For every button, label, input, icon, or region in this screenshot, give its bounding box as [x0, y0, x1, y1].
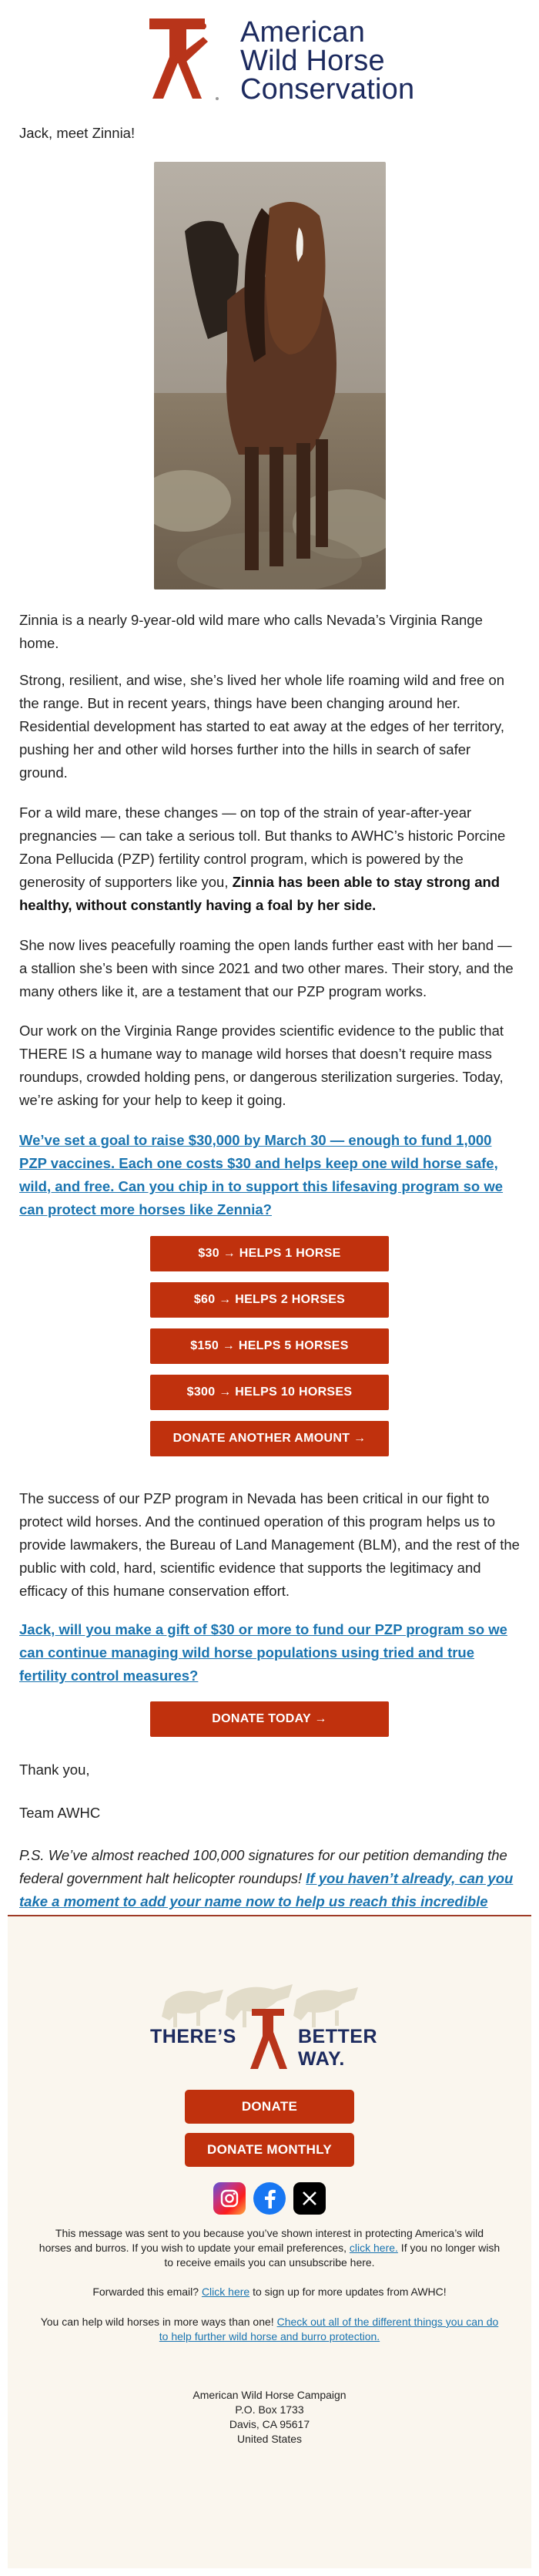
help-notice-text: You can help wild horses in more ways than one! — [40, 2316, 277, 2328]
paragraph-success: The success of our PZP program in Nevada has been critical in our fight to protect wild horses. And the continued operation of this program helps us to provide lawmakers, the Bureau of Land Management (BLM), and the rest of the public with cold, hard, scientific evidence that supports the legitimacy and efficacy of this humane conservation effort. — [19, 1490, 520, 1599]
email-footer — [8, 1916, 531, 2568]
awhc-logo-mark-icon[interactable] — [137, 18, 228, 103]
social-links — [213, 2182, 329, 2215]
preferences-notice-text: This message was sent to you because you’ve shown interest in protecting America’s wild horses and burros. If you wish to update your email preferences, — [38, 2227, 484, 2254]
x-icon[interactable] — [293, 2182, 326, 2215]
ways-to-help-link[interactable]: Check out all of the different things you can do to help further wild horse and burro protection. — [159, 2316, 499, 2343]
footer-donate-monthly-button[interactable]: DONATE MONTHLY — [185, 2133, 354, 2167]
tagline-right-text: BETTER WAY. — [298, 2026, 377, 2070]
paragraph-pzp-bold: Zinnia has been able to stay strong and healthy, without constantly having a foal by her side. — [19, 874, 500, 913]
help-notice — [38, 2315, 500, 2344]
paragraph-pzp — [19, 801, 520, 917]
paragraph-pzp-text: For a wild mare, these changes — on top of the strain of year-after-year pregnancies — can take a serious toll. But thanks to AWHC’s historic Porcine Zona Pellucida (PZP) fertility control program, which is powered by the generosity of supporters like you, — [19, 804, 506, 890]
address-line: P.O. Box 1733 — [235, 2403, 304, 2416]
signature-text: Team AWHC — [19, 1805, 101, 1821]
tagline-left-text: THERE’S — [150, 2026, 236, 2047]
preferences-notice — [38, 2226, 500, 2270]
paragraph-intro: Zinnia is a nearly 9-year-old wild mare who calls Nevada’s Virginia Range home. — [19, 612, 483, 651]
donate-60-button[interactable]: $60 → HELPS 2 HORSES — [150, 1282, 389, 1318]
zinnia-horse-photo — [154, 162, 386, 589]
donate-150-button[interactable]: $150 → HELPS 5 HORSES — [150, 1328, 389, 1364]
petition-link[interactable]: If you haven’t already, can you take a moment to add your name now to help us reach this incredible — [19, 1870, 514, 1909]
update-preferences-link[interactable]: click here. — [349, 2242, 398, 2254]
address-line: United States — [236, 2433, 303, 2445]
thanks-text: Thank you, — [19, 1762, 90, 1778]
forward-notice-text: Forwarded this email? — [92, 2285, 202, 2298]
address-line: Davis, CA 95617 — [229, 2418, 310, 2430]
forward-notice-tail: to sign up for more updates from AWHC! — [249, 2285, 447, 2298]
donate-300-button[interactable]: $300 → HELPS 10 HORSES — [150, 1375, 389, 1410]
donation-goal-link[interactable]: We’ve set a goal to raise $30,000 by March 30 — enough to fund 1,000 PZP vaccines. Each one costs $30 and helps keep one wild horse safe, wild, and free. Can you chip in to support this lifesaving program so we can protect more horses like Zennia? — [19, 1132, 504, 1217]
logo-line-3: Conservation — [240, 73, 415, 106]
email-header — [0, 0, 539, 123]
donate-30-button[interactable]: $30 → HELPS 1 HORSE — [150, 1236, 389, 1271]
paragraph-band: She now lives peacefully roaming the open lands further east with her band — a stallion she’s been with since 2021 and two other mares. Their story, and the many others like it, are a testament that our PZP program works. — [19, 937, 514, 999]
ps-text: P.S. We’ve almost reached 100,000 signatures for our petition demanding the federal government halt helicopter roundups! — [19, 1847, 507, 1886]
preferences-notice-tail: If you no longer wish to receive emails you can unsubscribe here. — [164, 2242, 500, 2269]
paragraph-background: Strong, resilient, and wise, she’s lived her whole life roaming wild and free on the range. But in recent years, things have been changing around her. Residential development has started to eat away at the edges of her territory, pushing her and other wild horses further into the hills in search of safer ground. — [19, 672, 505, 781]
horse-photo-icon — [154, 162, 386, 589]
paragraph-evidence: Our work on the Virginia Range provides scientific evidence to the public that THERE IS a humane way to manage wild horses that doesn’t require mass roundups, crowded holding pens, or dangerous sterilization surgeries. Today, we’re asking for your help to keep it going. — [19, 1023, 504, 1108]
forward-notice — [38, 2285, 500, 2299]
tagline-logo — [150, 1978, 389, 2078]
a-mark-icon — [244, 2009, 293, 2071]
gift-request-link[interactable]: Jack, will you make a gift of $30 or more to fund our PZP program so we can continue managing wild horse populations using tried and true fertility control measures? — [19, 1621, 507, 1684]
donate-today-button[interactable]: DONATE TODAY → — [150, 1701, 389, 1737]
facebook-icon[interactable] — [253, 2182, 286, 2215]
awhc-logo-wordmark[interactable] — [240, 18, 414, 104]
footer-donate-button[interactable]: DONATE — [185, 2090, 354, 2124]
logo-line-2: Wild Horse — [240, 45, 385, 77]
mailing-address — [38, 2388, 500, 2447]
signup-link[interactable]: Click here — [201, 2285, 250, 2298]
greeting: Jack, meet Zinnia! — [19, 125, 136, 141]
address-line: American Wild Horse Campaign — [192, 2389, 346, 2401]
instagram-icon[interactable] — [213, 2182, 246, 2215]
donate-other-amount-button[interactable]: DONATE ANOTHER AMOUNT → — [150, 1421, 389, 1456]
logo-line-1: American — [240, 16, 366, 49]
